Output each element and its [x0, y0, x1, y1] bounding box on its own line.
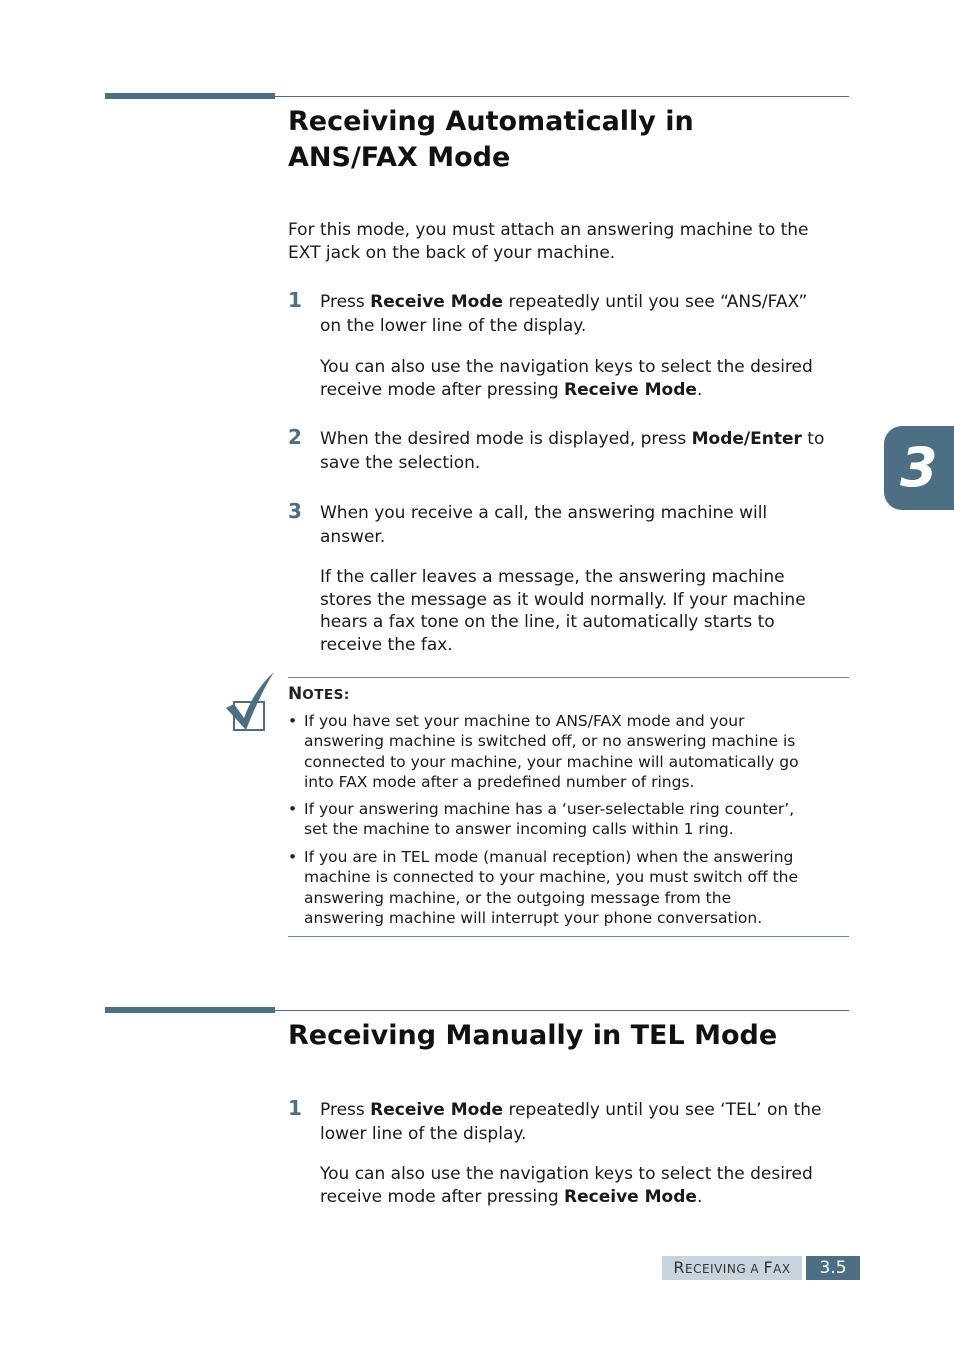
footer-label-eceiving: ECEIVING A [685, 1262, 764, 1276]
step-1-line2: on the lower line of the display. [320, 315, 587, 336]
note-1-line4: into FAX mode after a predefined number of rings. [304, 772, 695, 791]
section2-step-1-extra [320, 1163, 850, 1208]
checkmark-icon [224, 668, 276, 734]
step-3-extra-line4: receive the fax. [320, 634, 453, 655]
notes-bottom-rule [288, 936, 849, 937]
note-1-line3: connected to your machine, your machine will automatically go [304, 752, 799, 771]
s2-step-1-line1-post: repeatedly until you see ‘TEL’ on the [503, 1100, 822, 1120]
footer-label-r: R [673, 1258, 686, 1277]
chapter-tab [884, 426, 954, 510]
receive-mode-key: Receive Mode [370, 292, 504, 312]
section1-rule-thin [275, 96, 849, 97]
s2-step-1-line2: lower line of the display. [320, 1123, 527, 1144]
section2-rule-thick [105, 1007, 275, 1013]
note-3-line2: machine is connected to your machine, you must switch off the [304, 868, 799, 887]
footer-label-f: F [763, 1258, 774, 1277]
section2-step-1-text [320, 1099, 850, 1146]
step-2-line1-pre: When the desired mode is displayed, press [320, 429, 692, 449]
step-2-line2: save the selection. [320, 452, 481, 473]
note-3-line4: answering machine will interrupt your phone conversation. [304, 908, 763, 927]
step-3-extra-line1: If the caller leaves a message, the answering machine [320, 567, 785, 587]
section1-rule-thick [105, 93, 275, 99]
mode-enter-key: Mode/Enter [691, 429, 802, 449]
step-2-line1-post: to [801, 429, 825, 449]
note-3-line3: answering machine, or the outgoing message from the [304, 888, 732, 907]
step-1-line1-post: repeatedly until you see “ANS/FAX” [503, 292, 808, 312]
bullet-dot: • [288, 800, 298, 818]
step-3-line1: When you receive a call, the answering machine will [320, 503, 768, 523]
footer-label-ax: AX [773, 1262, 791, 1276]
step-3-extra-line2: stores the message as it would normally. If your machine [320, 589, 806, 610]
step-1-number: 1 [288, 288, 302, 312]
s2-step-1-extra-line2-pre: receive mode after pressing [320, 1186, 565, 1207]
note-3-line1: If you are in TEL mode (manual reception) when the answering [304, 848, 794, 866]
step-1-extra [320, 356, 850, 401]
step-3-number: 3 [288, 499, 302, 523]
bullet-dot: • [288, 848, 298, 866]
note-2-line2: set the machine to answer incoming calls within 1 ring. [304, 820, 734, 839]
notes-heading-initial: N [288, 684, 303, 704]
note-2-line1: If your answering machine has a ‘user-selectable ring counter’, [304, 800, 795, 818]
step-1-text [320, 291, 850, 338]
intro-line1: For this mode, you must attach an answering machine to the [288, 220, 809, 240]
step-1-line1-pre: Press [320, 292, 371, 312]
section2-title: Receiving Manually in TEL Mode [288, 1020, 778, 1051]
intro-line2: EXT jack on the back of your machine. [288, 242, 616, 263]
step-2-number: 2 [288, 425, 302, 449]
section1-title-line1: Receiving Automatically in [288, 106, 694, 137]
s2-step-1-extra-line2-post: . [696, 1186, 703, 1207]
step-3-extra-line3: hears a fax tone on the line, it automatically starts to [320, 612, 775, 632]
notes-top-rule [288, 677, 849, 678]
page-number: 3.5 [806, 1256, 860, 1280]
s2-step-1-extra-line1: You can also use the navigation keys to select the desired [320, 1164, 813, 1184]
receive-mode-key: Receive Mode [564, 1186, 697, 1207]
notes-heading [288, 684, 350, 704]
step-1-extra-line1: You can also use the navigation keys to select the desired [320, 357, 813, 377]
step-3-text [320, 502, 850, 549]
notes-heading-rest: OTES: [302, 687, 350, 703]
section2-rule-thin [275, 1010, 849, 1011]
section2-step-1-number: 1 [288, 1096, 302, 1120]
section1-intro [288, 219, 848, 264]
step-3-extra [320, 566, 850, 656]
section1-title [288, 104, 848, 176]
note-1-line2: answering machine is switched off, or no answering machine is [304, 732, 796, 751]
step-2-text [320, 428, 850, 475]
receive-mode-key: Receive Mode [564, 379, 697, 400]
note-1-line1: If you have set your machine to ANS/FAX mode and your [304, 712, 745, 730]
footer-section-label [662, 1256, 802, 1280]
step-3-line2: answer. [320, 526, 386, 547]
section1-title-line2: ANS/FAX Mode [288, 142, 511, 173]
chapter-number: 3 [900, 436, 938, 499]
step-1-extra-line2-pre: receive mode after pressing [320, 379, 565, 400]
receive-mode-key: Receive Mode [370, 1100, 504, 1120]
bullet-dot: • [288, 712, 298, 730]
step-1-extra-line2-post: . [696, 379, 703, 400]
s2-step-1-line1-pre: Press [320, 1100, 371, 1120]
